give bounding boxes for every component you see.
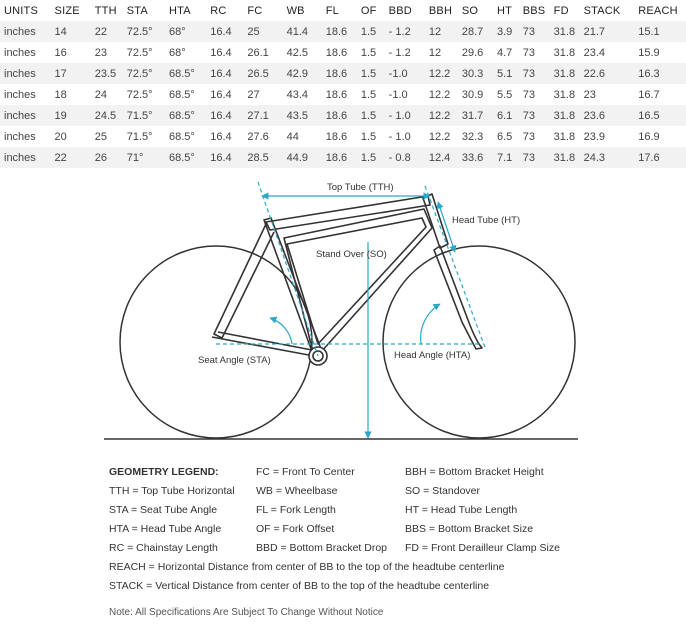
table-cell: 5.5 bbox=[496, 88, 513, 101]
header-cell: BBD bbox=[388, 4, 412, 17]
legend-entry: TTH = Top Tube Horizontal bbox=[109, 485, 235, 497]
table-cell: 12.2 bbox=[428, 130, 451, 143]
legend-entry: HTA = Head Tube Angle bbox=[109, 523, 222, 535]
table-cell: 32.3 bbox=[461, 130, 484, 143]
table-cell: 31.8 bbox=[550, 63, 580, 84]
table-cell: 68.5° bbox=[165, 63, 206, 84]
table-cell: - 1.0 bbox=[388, 130, 411, 143]
front-wheel bbox=[383, 246, 575, 438]
table-cell: 1.5 bbox=[357, 105, 385, 126]
table-cell: - 1.2 bbox=[388, 46, 411, 59]
table-cell: 28.7 bbox=[458, 21, 493, 42]
table-cell: 18.6 bbox=[325, 46, 348, 59]
table-cell: 16.4 bbox=[206, 63, 243, 84]
legend-title: GEOMETRY LEGEND: bbox=[109, 466, 219, 478]
table-cell: 42.5 bbox=[286, 46, 308, 59]
table-cell: 18.6 bbox=[325, 130, 348, 143]
table-cell: inches bbox=[0, 21, 51, 42]
table-cell: 73 bbox=[522, 130, 535, 143]
table-cell: 12.2 bbox=[425, 105, 458, 126]
table-cell: 22.6 bbox=[580, 63, 635, 84]
table-cell: 15.1 bbox=[634, 21, 686, 42]
table-cell: 16.4 bbox=[206, 147, 243, 168]
table-cell: 18 bbox=[54, 88, 67, 101]
legend-entry: WB = Wheelbase bbox=[256, 485, 338, 497]
table-cell: 12 bbox=[425, 21, 458, 42]
table-cell: 31.8 bbox=[550, 21, 580, 42]
table-cell: 1.5 bbox=[357, 21, 385, 42]
table-cell: 23.9 bbox=[583, 130, 605, 143]
table-cell: 73 bbox=[519, 147, 550, 168]
table-cell: 72.5° bbox=[123, 21, 165, 42]
table-cell: - 1.2 bbox=[385, 21, 425, 42]
table-cell: 18.6 bbox=[322, 63, 357, 84]
table-cell: 27 bbox=[247, 88, 260, 101]
table-cell: inches bbox=[4, 46, 36, 59]
table-cell: inches bbox=[4, 130, 36, 143]
table-cell: 17.6 bbox=[634, 147, 686, 168]
geometry-table bbox=[0, 0, 686, 168]
table-cell: 1.5 bbox=[360, 88, 377, 101]
table-cell: 30.9 bbox=[461, 88, 484, 101]
header-cell: TTH bbox=[94, 4, 117, 17]
table-cell: 20 bbox=[54, 130, 67, 143]
table-cell: -1.0 bbox=[385, 63, 425, 84]
table-cell: 31.8 bbox=[550, 105, 580, 126]
table-cell: 17 bbox=[51, 63, 91, 84]
head-angle-label: Head Angle (HTA) bbox=[394, 350, 471, 361]
table-cell: - 0.8 bbox=[385, 147, 425, 168]
header-cell: WB bbox=[286, 4, 305, 17]
standover-label: Stand Over (SO) bbox=[316, 249, 387, 260]
header-cell: SIZE bbox=[54, 4, 80, 17]
legend-entry: RC = Chainstay Length bbox=[109, 542, 218, 554]
table-row bbox=[0, 84, 686, 105]
table-cell: 16.5 bbox=[634, 105, 686, 126]
table-cell: 27.1 bbox=[243, 105, 282, 126]
table-cell: 21.7 bbox=[580, 21, 635, 42]
table-cell: 42.9 bbox=[283, 63, 322, 84]
table-row bbox=[0, 147, 686, 168]
table-cell: 41.4 bbox=[283, 21, 322, 42]
table-cell: 1.5 bbox=[360, 130, 377, 143]
table-cell: 71.5° bbox=[126, 130, 153, 143]
table-cell: 31.8 bbox=[553, 88, 576, 101]
header-cell: STA bbox=[126, 4, 148, 17]
table-cell: 73 bbox=[519, 105, 550, 126]
table-cell: 23 bbox=[94, 46, 108, 59]
table-cell: 24 bbox=[94, 88, 108, 101]
table-cell: 23.5 bbox=[91, 63, 123, 84]
table-cell: 16.7 bbox=[638, 88, 660, 101]
head-tube-label: Head Tube (HT) bbox=[452, 215, 521, 226]
header-cell: FL bbox=[325, 4, 340, 17]
table-row bbox=[0, 42, 686, 63]
table-cell: 24.3 bbox=[580, 147, 635, 168]
table-cell: 68° bbox=[165, 21, 206, 42]
table-cell: 25 bbox=[243, 21, 282, 42]
header-cell: UNITS bbox=[4, 4, 38, 17]
table-cell: 16 bbox=[54, 46, 67, 59]
header-cell: HTA bbox=[169, 4, 191, 17]
table-cell: 6.5 bbox=[496, 130, 513, 143]
table-cell: 72.5° bbox=[126, 46, 153, 59]
bike-frame bbox=[212, 194, 482, 365]
header-cell: BBH bbox=[428, 4, 453, 17]
table-cell: 16.4 bbox=[210, 88, 232, 101]
table-cell: 12 bbox=[428, 46, 442, 59]
table-cell: 22 bbox=[91, 21, 123, 42]
table-cell: 43.4 bbox=[286, 88, 308, 101]
table-cell: 3.9 bbox=[493, 21, 519, 42]
legend-entry: STACK = Vertical Distance from center of BB to the top of the headtube centerline bbox=[109, 580, 490, 592]
table-row bbox=[0, 63, 686, 84]
table-cell: 19 bbox=[51, 105, 91, 126]
table-cell: 31.8 bbox=[553, 130, 576, 143]
table-cell: 18.6 bbox=[322, 21, 357, 42]
table-cell: 73 bbox=[522, 88, 535, 101]
table-cell: 26.1 bbox=[247, 46, 269, 59]
table-cell: 7.1 bbox=[493, 147, 519, 168]
header-cell: RC bbox=[210, 4, 227, 17]
table-cell: 68.5° bbox=[169, 88, 195, 101]
table-cell: 72.5° bbox=[123, 63, 165, 84]
table-header-row bbox=[0, 0, 686, 21]
header-cell: FC bbox=[247, 4, 263, 17]
table-cell: 73 bbox=[519, 21, 550, 42]
table-cell: 27.6 bbox=[247, 130, 269, 143]
table-cell: 68.5° bbox=[165, 105, 206, 126]
table-cell: 30.3 bbox=[458, 63, 493, 84]
table-cell: - 1.0 bbox=[385, 105, 425, 126]
table-cell: 18.6 bbox=[322, 105, 357, 126]
table-cell: 68° bbox=[169, 46, 186, 59]
legend-entry: FD = Front Derailleur Clamp Size bbox=[405, 542, 560, 554]
legend-entry: BBS = Bottom Bracket Size bbox=[405, 523, 534, 535]
table-cell: 44.9 bbox=[283, 147, 322, 168]
table-cell: 31.8 bbox=[553, 46, 576, 59]
table-cell: 71° bbox=[123, 147, 165, 168]
seat-angle-label: Seat Angle (STA) bbox=[198, 355, 271, 366]
header-cell: STACK bbox=[583, 4, 621, 17]
header-cell: OF bbox=[360, 4, 377, 17]
table-cell: 16.4 bbox=[210, 130, 232, 143]
table-cell: 28.5 bbox=[243, 147, 282, 168]
table-row bbox=[0, 21, 686, 42]
table-cell: 1.5 bbox=[357, 147, 385, 168]
table-cell: 72.5° bbox=[126, 88, 153, 101]
table-cell: 31.7 bbox=[458, 105, 493, 126]
legend-entry: FC = Front To Center bbox=[256, 466, 355, 478]
table-cell: 16.3 bbox=[634, 63, 686, 84]
table-cell: 14 bbox=[51, 21, 91, 42]
table-cell: 24.5 bbox=[91, 105, 123, 126]
table-cell: 68.5° bbox=[165, 147, 206, 168]
header-cell: HT bbox=[496, 4, 513, 17]
table-row bbox=[0, 105, 686, 126]
table-row bbox=[0, 126, 686, 147]
table-cell: 73 bbox=[519, 63, 550, 84]
table-cell: inches bbox=[0, 105, 51, 126]
table-cell: 26.5 bbox=[243, 63, 282, 84]
table-cell: 71.5° bbox=[123, 105, 165, 126]
legend-entry: HT = Head Tube Length bbox=[405, 504, 518, 516]
legend-entry: OF = Fork Offset bbox=[256, 523, 335, 535]
table-cell: 23.4 bbox=[583, 46, 605, 59]
table-cell: 12.4 bbox=[425, 147, 458, 168]
header-cell: REACH bbox=[638, 4, 678, 17]
top-tube-label: Top Tube (TTH) bbox=[327, 182, 394, 193]
table-cell: 16.4 bbox=[206, 21, 243, 42]
table-cell: 4.7 bbox=[496, 46, 513, 59]
legend-entry: BBD = Bottom Bracket Drop bbox=[256, 542, 388, 554]
table-cell: 12.2 bbox=[428, 88, 451, 101]
table-cell: 5.1 bbox=[493, 63, 519, 84]
table-cell: 33.6 bbox=[458, 147, 493, 168]
table-cell: 43.5 bbox=[283, 105, 322, 126]
table-cell: 16.9 bbox=[638, 130, 660, 143]
header-cell: SO bbox=[461, 4, 479, 17]
table-cell: 1.5 bbox=[360, 46, 377, 59]
table-cell: 16.4 bbox=[206, 105, 243, 126]
table-cell: 1.5 bbox=[357, 63, 385, 84]
legend-entry: STA = Seat Tube Angle bbox=[109, 504, 218, 516]
table-cell: 29.6 bbox=[461, 46, 484, 59]
table-cell: 73 bbox=[522, 46, 535, 59]
table-cell: 16.4 bbox=[210, 46, 232, 59]
table-cell: 44 bbox=[286, 130, 299, 143]
table-cell: 12.2 bbox=[425, 63, 458, 84]
table-cell: -1.0 bbox=[388, 88, 408, 101]
table-cell: inches bbox=[0, 63, 51, 84]
header-cell: FD bbox=[553, 4, 569, 17]
table-cell: 25 bbox=[94, 130, 108, 143]
table-cell: 6.1 bbox=[493, 105, 519, 126]
table-cell: 23.6 bbox=[580, 105, 635, 126]
table-cell: 26 bbox=[91, 147, 123, 168]
table-cell: 15.9 bbox=[638, 46, 660, 59]
table-cell: 31.8 bbox=[550, 147, 580, 168]
table-cell: 18.6 bbox=[322, 147, 357, 168]
table-cell: inches bbox=[4, 88, 36, 101]
table-cell: 22 bbox=[51, 147, 91, 168]
table-cell: 68.5° bbox=[169, 130, 195, 143]
header-cell: BBS bbox=[522, 4, 546, 17]
legend-entry: SO = Standover bbox=[405, 485, 481, 497]
table-cell: 23 bbox=[583, 88, 596, 101]
legend-entry: FL = Fork Length bbox=[256, 504, 336, 516]
disclaimer-note: Note: All Specifications Are Subject To Change Without Notice bbox=[109, 607, 384, 618]
table-cell: 18.6 bbox=[325, 88, 348, 101]
measurement-lines bbox=[216, 182, 486, 438]
legend-entry: BBH = Bottom Bracket Height bbox=[405, 466, 544, 478]
legend-entry: REACH = Horizontal Distance from center of BB to the top of the headtube centerline bbox=[109, 561, 505, 573]
bike-geometry-diagram bbox=[0, 172, 686, 462]
table-cell: inches bbox=[0, 147, 51, 168]
